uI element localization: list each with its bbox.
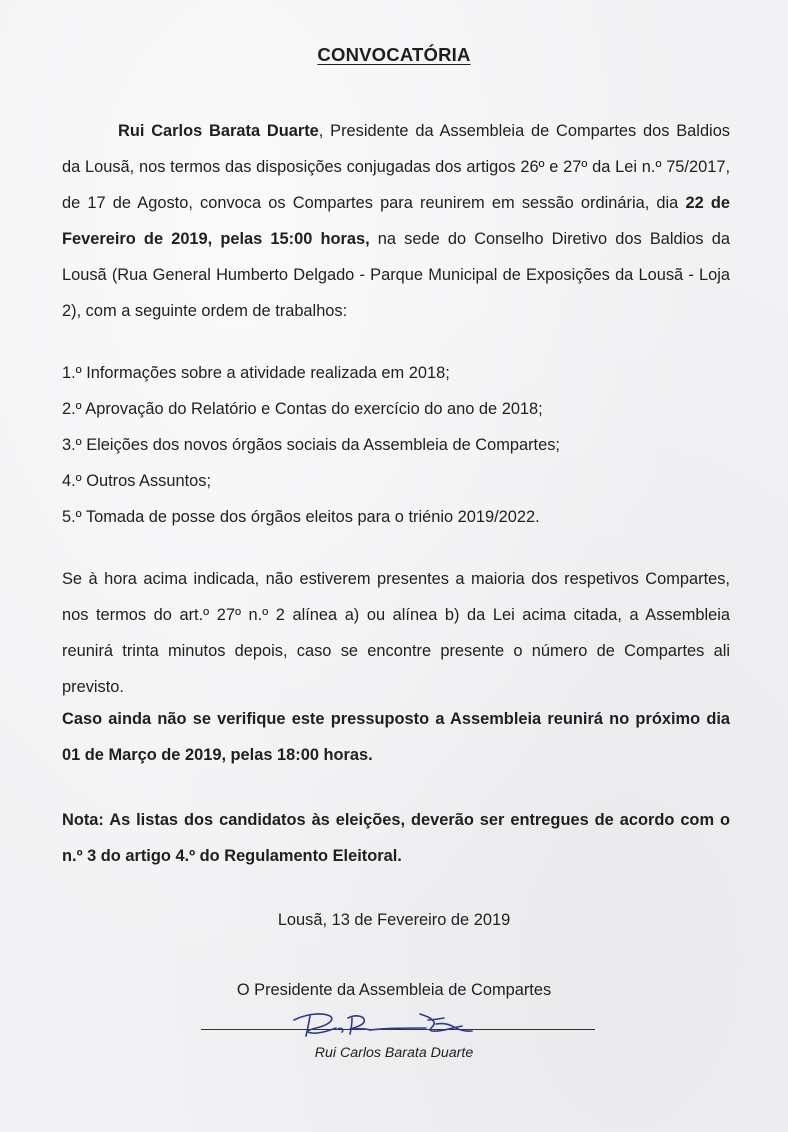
note-paragraph: Nota: As listas dos candidatos às eleições, deverão ser entregues de acordo com o n.º 3 do artigo 4.º do Regulamento Eleitoral.: [62, 811, 730, 865]
intro-paragraph: [62, 113, 730, 329]
intro-text-part2: na sede do Conselho Diretivo dos Baldios da Lousã (Rua General Humberto Delgado - Parque Municipal de Exposições da Lousã - Loja 2), com a seguinte ordem de trabalhos:: [62, 230, 730, 320]
handwritten-signature: [286, 1006, 486, 1040]
document-title: CONVOCATÓRIA: [317, 44, 471, 65]
agenda-item: 2.º Aprovação do Relatório e Contas do exercício do ano de 2018;: [62, 400, 543, 418]
place-date: Lousã, 13 de Fevereiro de 2019: [277, 911, 511, 929]
agenda-item: 5.º Tomada de posse dos órgãos eleitos para o triénio 2019/2022.: [62, 508, 540, 526]
agenda-item: 3.º Eleições dos novos órgãos sociais da Assembleia de Compartes;: [62, 436, 560, 454]
signatory-title: O Presidente da Assembleia de Compartes: [236, 981, 552, 999]
agenda-item: 1.º Informações sobre a atividade realizada em 2018;: [62, 364, 450, 382]
second-call-paragraph: Caso ainda não se verifique este pressuposto a Assembleia reunirá no próximo dia 01 de Março de 2019, pelas 18:00 horas.: [62, 710, 730, 764]
meeting-datetime: 22 de Fevereiro de 2019, pelas 15:00 horas,: [62, 194, 730, 248]
signatory-name: Rui Carlos Barata Duarte: [314, 1045, 474, 1061]
agenda-item: 4.º Outros Assuntos;: [62, 472, 212, 490]
quorum-paragraph: Se à hora acima indicada, não estiverem presentes a maioria dos respetivos Compartes, nos termos do art.º 27º n.º 2 alínea a) ou alínea b) da Lei acima citada, a Assembleia reunirá trinta minutos depois, caso se encontre presente o número de Compartes ali previsto.: [62, 570, 730, 696]
agenda-list: [62, 355, 730, 535]
intro-text-part1: , Presidente da Assembleia de Compartes dos Baldios da Lousã, nos termos das disposições conjugadas dos artigos 26º e 27º da Lei n.º 75/2017, de 17 de Agosto, convoca os Compartes para reunirem em sessão ordinária, dia: [62, 122, 731, 212]
president-name: Rui Carlos Barata Duarte: [118, 122, 319, 140]
